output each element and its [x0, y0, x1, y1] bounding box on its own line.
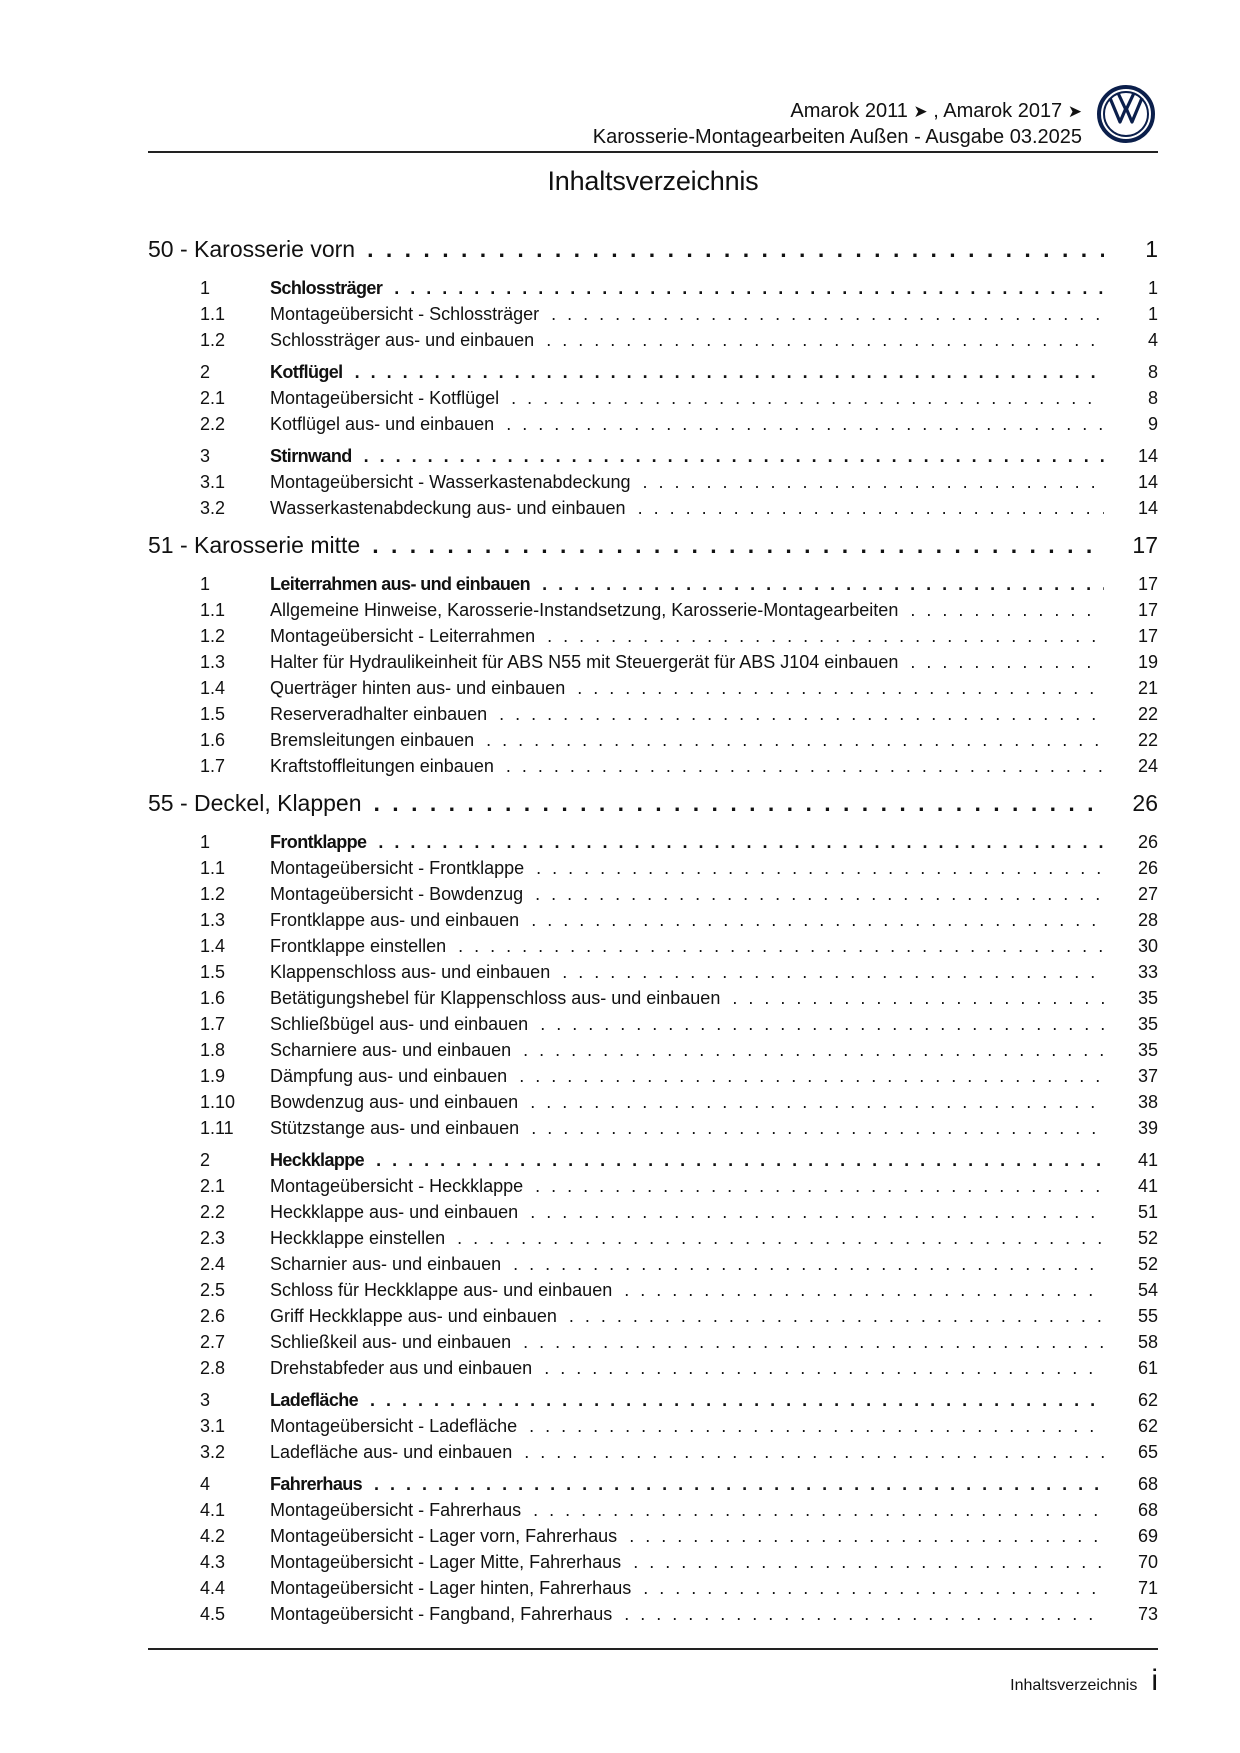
- section-title: Fahrerhaus: [270, 1474, 363, 1494]
- section-number: 3: [200, 1390, 211, 1410]
- toc-item[interactable]: [148, 1118, 1158, 1144]
- arrow-icon: ➤: [913, 102, 928, 121]
- item-number: 4.5: [200, 1604, 226, 1624]
- dot-leader: [551, 304, 1104, 325]
- item-number: 1.1: [200, 858, 226, 878]
- item-page: 52: [1137, 1228, 1158, 1248]
- header-model-2: , Amarok 2017: [933, 100, 1063, 122]
- item-number: 4.1: [200, 1500, 226, 1520]
- item-page: 30: [1137, 936, 1158, 956]
- dot-leader: [624, 1604, 1104, 1625]
- toc-item[interactable]: [148, 1578, 1158, 1604]
- item-number: 1.10: [200, 1092, 236, 1112]
- item-number: 1.3: [200, 910, 226, 930]
- item-title: Stützstange aus- und einbauen: [270, 1118, 520, 1138]
- dot-leader: [378, 832, 1104, 853]
- dot-leader: [523, 1040, 1104, 1061]
- section-title: Leiterrahmen aus- und einbauen: [270, 574, 531, 594]
- dot-leader: [506, 414, 1104, 435]
- section-page: 41: [1137, 1150, 1158, 1170]
- toc-chapter: [148, 790, 1158, 1630]
- item-title: Montageübersicht - Fahrerhaus: [270, 1500, 522, 1520]
- header-subtitle: Karosserie-Montagearbeiten Außen - Ausgabe 03.2025: [592, 126, 1082, 148]
- section-page: 68: [1137, 1474, 1158, 1494]
- toc-item[interactable]: [148, 1442, 1158, 1468]
- item-title: Montageübersicht - Schlossträger: [270, 304, 540, 324]
- dot-leader: [540, 1014, 1104, 1035]
- item-title: Reserveradhalter einbauen: [270, 704, 488, 724]
- section-number: 1: [200, 832, 211, 852]
- item-title: Allgemeine Hinweise, Karosserie-Instandsetzung, Karosserie-Montagearbeiten: [270, 600, 899, 620]
- toc-item[interactable]: [148, 330, 1158, 356]
- item-page: 19: [1137, 652, 1158, 672]
- item-page: 22: [1137, 704, 1158, 724]
- toc-item[interactable]: [148, 388, 1158, 414]
- item-number: 1.4: [200, 936, 226, 956]
- chapter-entry[interactable]: [148, 236, 1158, 276]
- header-models: [790, 100, 1082, 123]
- toc-item[interactable]: [148, 756, 1158, 782]
- toc-item[interactable]: [148, 1066, 1158, 1092]
- section-entry[interactable]: [148, 574, 1158, 600]
- page-title: Inhaltsverzeichnis: [547, 166, 759, 196]
- toc-item[interactable]: [148, 858, 1158, 884]
- dot-leader: [643, 1578, 1104, 1599]
- item-number: 2.7: [200, 1332, 226, 1352]
- dot-leader: [643, 472, 1104, 493]
- item-number: 2.2: [200, 1202, 226, 1222]
- footer-page-number: i: [1151, 1664, 1158, 1697]
- section-number: 2: [200, 362, 211, 382]
- item-title: Scharnier aus- und einbauen: [270, 1254, 502, 1274]
- item-page: 51: [1137, 1202, 1158, 1222]
- dot-leader: [533, 1500, 1104, 1521]
- item-page: 37: [1137, 1066, 1158, 1086]
- section-number: 3: [200, 446, 211, 466]
- toc-chapter: [148, 236, 1158, 524]
- table-of-contents: [148, 236, 1158, 1638]
- toc-section: [148, 574, 1158, 782]
- toc-item[interactable]: [148, 1228, 1158, 1254]
- toc-item[interactable]: [148, 1306, 1158, 1332]
- item-page: 62: [1137, 1416, 1158, 1436]
- toc-item[interactable]: [148, 730, 1158, 756]
- dot-leader: [544, 1358, 1104, 1379]
- section-entry[interactable]: [148, 446, 1158, 472]
- item-page: 28: [1137, 910, 1158, 930]
- item-page: 21: [1137, 678, 1158, 698]
- toc-item[interactable]: [148, 414, 1158, 440]
- dot-leader: [394, 278, 1104, 299]
- toc-item[interactable]: [148, 962, 1158, 988]
- toc-item[interactable]: [148, 910, 1158, 936]
- item-number: 2.1: [200, 1176, 226, 1196]
- section-page: 14: [1137, 446, 1158, 466]
- item-title: Montageübersicht - Kotflügel: [270, 388, 500, 408]
- dot-leader: [458, 936, 1104, 957]
- section-entry[interactable]: [148, 1150, 1158, 1176]
- toc-item[interactable]: [148, 498, 1158, 524]
- toc-item[interactable]: [148, 626, 1158, 652]
- dot-leader: [531, 1118, 1104, 1139]
- item-title: Montageübersicht - Lager vorn, Fahrerhaus: [270, 1526, 618, 1546]
- toc-item[interactable]: [148, 472, 1158, 498]
- item-page: 35: [1137, 1040, 1158, 1060]
- dot-leader: [624, 1280, 1104, 1301]
- item-page: 39: [1137, 1118, 1158, 1138]
- item-page: 70: [1137, 1552, 1158, 1572]
- section-title: Ladefläche: [270, 1390, 359, 1410]
- toc-item[interactable]: [148, 1500, 1158, 1526]
- item-title: Schlossträger aus- und einbauen: [270, 330, 535, 350]
- item-title: Griff Heckklappe aus- und einbauen: [270, 1306, 557, 1326]
- item-number: 1.11: [200, 1118, 234, 1138]
- item-title: Montageübersicht - Fangband, Fahrerhaus: [270, 1604, 613, 1624]
- dot-leader: [374, 790, 1104, 817]
- dot-leader: [523, 1332, 1104, 1353]
- item-number: 1.3: [200, 652, 226, 672]
- arrow-icon: ➤: [1067, 102, 1082, 121]
- section-entry[interactable]: [148, 278, 1158, 304]
- toc-section: [148, 832, 1158, 1144]
- dot-leader: [629, 1526, 1104, 1547]
- toc-item[interactable]: [148, 600, 1158, 626]
- dot-leader: [364, 446, 1104, 467]
- item-number: 2.8: [200, 1358, 226, 1378]
- item-title: Betätigungshebel für Klappenschloss aus- und einbauen: [270, 988, 721, 1008]
- toc-section: [148, 1390, 1158, 1468]
- item-title: Frontklappe einstellen: [270, 936, 447, 956]
- item-title: Montageübersicht - Heckklappe: [270, 1176, 524, 1196]
- header-rule: [148, 151, 1158, 153]
- dot-leader: [529, 1416, 1104, 1437]
- item-number: 1.2: [200, 626, 226, 646]
- item-number: 2.4: [200, 1254, 226, 1274]
- document-footer: [1010, 1664, 1158, 1698]
- toc-section: [148, 362, 1158, 440]
- toc-item[interactable]: [148, 1202, 1158, 1228]
- section-page: 1: [1147, 278, 1158, 298]
- item-page: 24: [1137, 756, 1158, 776]
- item-page: 58: [1137, 1332, 1158, 1352]
- item-number: 2.1: [200, 388, 226, 408]
- toc-item[interactable]: [148, 1176, 1158, 1202]
- chapter-page: 17: [1132, 532, 1158, 558]
- dot-leader: [376, 1150, 1104, 1171]
- item-number: 1.1: [200, 600, 226, 620]
- item-title: Ladefläche aus- und einbauen: [270, 1442, 513, 1462]
- item-title: Kraftstoffleitungen einbauen: [270, 756, 494, 776]
- section-entry[interactable]: [148, 362, 1158, 388]
- toc-item[interactable]: [148, 1014, 1158, 1040]
- dot-leader: [910, 600, 1104, 621]
- dot-leader: [372, 532, 1104, 559]
- toc-section: [148, 446, 1158, 524]
- item-number: 1.8: [200, 1040, 226, 1060]
- chapter-title: 51 - Karosserie mitte: [148, 532, 361, 558]
- item-page: 68: [1137, 1500, 1158, 1520]
- item-title: Kotflügel aus- und einbauen: [270, 414, 495, 434]
- item-title: Drehstabfeder aus und einbauen: [270, 1358, 533, 1378]
- dot-leader: [370, 1390, 1104, 1411]
- item-page: 41: [1137, 1176, 1158, 1196]
- chapter-entry[interactable]: [148, 790, 1158, 830]
- item-number: 3.2: [200, 1442, 226, 1462]
- toc-item[interactable]: [148, 1254, 1158, 1280]
- item-number: 4.4: [200, 1578, 226, 1598]
- dot-leader: [536, 858, 1104, 879]
- item-page: 27: [1137, 884, 1158, 904]
- chapter-page: 1: [1145, 236, 1158, 262]
- item-number: 4.3: [200, 1552, 226, 1572]
- toc-section: [148, 278, 1158, 356]
- item-page: 33: [1137, 962, 1158, 982]
- toc-item[interactable]: [148, 678, 1158, 704]
- toc-item[interactable]: [148, 1332, 1158, 1358]
- item-title: Scharniere aus- und einbauen: [270, 1040, 512, 1060]
- dot-leader: [569, 1306, 1104, 1327]
- section-title: Kotflügel: [270, 362, 343, 382]
- section-number: 4: [200, 1474, 211, 1494]
- item-title: Schloss für Heckklappe aus- und einbauen: [270, 1280, 613, 1300]
- item-page: 14: [1137, 472, 1158, 492]
- item-number: 1.5: [200, 704, 226, 724]
- footer-text: Inhaltsverzeichnis: [1010, 1677, 1138, 1694]
- item-page: 54: [1137, 1280, 1158, 1300]
- item-title: Schließkeil aus- und einbauen: [270, 1332, 512, 1352]
- item-title: Klappenschloss aus- und einbauen: [270, 962, 551, 982]
- toc-item[interactable]: [148, 884, 1158, 910]
- section-number: 1: [200, 278, 211, 298]
- dot-leader: [910, 652, 1104, 673]
- item-number: 4.2: [200, 1526, 226, 1546]
- item-number: 1.6: [200, 730, 226, 750]
- section-entry[interactable]: [148, 832, 1158, 858]
- dot-leader: [535, 884, 1104, 905]
- dot-leader: [542, 574, 1104, 595]
- toc-item[interactable]: [148, 988, 1158, 1014]
- chapter-page: 26: [1132, 790, 1158, 816]
- item-page: 71: [1137, 1578, 1158, 1598]
- dot-leader: [506, 756, 1104, 777]
- item-title: Dämpfung aus- und einbauen: [270, 1066, 508, 1086]
- dot-leader: [546, 330, 1104, 351]
- section-entry[interactable]: [148, 1474, 1158, 1500]
- toc-item[interactable]: [148, 1416, 1158, 1442]
- dot-leader: [499, 704, 1104, 725]
- item-page: 61: [1137, 1358, 1158, 1378]
- item-number: 1.4: [200, 678, 226, 698]
- footer-rule: [148, 1648, 1158, 1650]
- item-number: 1.7: [200, 1014, 226, 1034]
- item-title: Montageübersicht - Frontklappe: [270, 858, 525, 878]
- item-number: 1.1: [200, 304, 226, 324]
- toc-item[interactable]: [148, 704, 1158, 730]
- item-page: 55: [1137, 1306, 1158, 1326]
- dot-leader: [535, 1176, 1104, 1197]
- item-page: 69: [1137, 1526, 1158, 1546]
- dot-leader: [732, 988, 1104, 1009]
- item-title: Heckklappe aus- und einbauen: [270, 1202, 519, 1222]
- toc-item[interactable]: [148, 304, 1158, 330]
- toc-section: [148, 1474, 1158, 1630]
- dot-leader: [367, 236, 1104, 263]
- dot-leader: [530, 1092, 1104, 1113]
- section-title: Schlossträger: [270, 278, 383, 298]
- toc-item[interactable]: [148, 1552, 1158, 1578]
- item-page: 35: [1137, 988, 1158, 1008]
- item-page: 73: [1137, 1604, 1158, 1624]
- toc-item[interactable]: [148, 1604, 1158, 1630]
- dot-leader: [355, 362, 1104, 383]
- dot-leader: [519, 1066, 1104, 1087]
- item-number: 2.2: [200, 414, 226, 434]
- dot-leader: [457, 1228, 1104, 1249]
- item-page: 38: [1137, 1092, 1158, 1112]
- item-title: Montageübersicht - Ladefläche: [270, 1416, 518, 1436]
- item-number: 3.1: [200, 1416, 226, 1436]
- dot-leader: [577, 678, 1104, 699]
- item-page: 8: [1147, 388, 1158, 408]
- item-title: Heckklappe einstellen: [270, 1228, 446, 1248]
- toc-item[interactable]: [148, 652, 1158, 678]
- item-title: Halter für Hydraulikeinheit für ABS N55 mit Steuergerät für ABS J104 einbauen: [270, 652, 899, 672]
- item-number: 1.2: [200, 330, 226, 350]
- section-page: 26: [1137, 832, 1158, 852]
- toc-item[interactable]: [148, 936, 1158, 962]
- toc-chapter: [148, 532, 1158, 782]
- item-number: 3.1: [200, 472, 226, 492]
- dot-leader: [374, 1474, 1104, 1495]
- toc-section: [148, 1150, 1158, 1384]
- item-number: 2.3: [200, 1228, 226, 1248]
- toc-item[interactable]: [148, 1280, 1158, 1306]
- dot-leader: [530, 1202, 1104, 1223]
- item-number: 1.6: [200, 988, 226, 1008]
- dot-leader: [633, 1552, 1104, 1573]
- item-title: Querträger hinten aus- und einbauen: [270, 678, 566, 698]
- dot-leader: [513, 1254, 1104, 1275]
- item-number: 2.6: [200, 1306, 226, 1326]
- item-title: Montageübersicht - Lager hinten, Fahrerhaus: [270, 1578, 632, 1598]
- item-title: Montageübersicht - Lager Mitte, Fahrerhaus: [270, 1552, 622, 1572]
- item-page: 35: [1137, 1014, 1158, 1034]
- item-page: 52: [1137, 1254, 1158, 1274]
- dot-leader: [524, 1442, 1104, 1463]
- item-title: Bremsleitungen einbauen: [270, 730, 475, 750]
- item-number: 3.2: [200, 498, 226, 518]
- item-page: 1: [1147, 304, 1158, 324]
- item-number: 1.9: [200, 1066, 226, 1086]
- item-page: 65: [1137, 1442, 1158, 1462]
- chapter-entry[interactable]: [148, 532, 1158, 572]
- item-page: 14: [1137, 498, 1158, 518]
- toc-item[interactable]: [148, 1358, 1158, 1384]
- chapter-title: 55 - Deckel, Klappen: [148, 790, 362, 816]
- dot-leader: [486, 730, 1104, 751]
- dot-leader: [638, 498, 1104, 519]
- item-page: 4: [1147, 330, 1158, 350]
- item-title: Montageübersicht - Bowdenzug: [270, 884, 524, 904]
- dot-leader: [511, 388, 1104, 409]
- section-entry[interactable]: [148, 1390, 1158, 1416]
- item-page: 9: [1147, 414, 1158, 434]
- dot-leader: [562, 962, 1104, 983]
- section-title: Heckklappe: [270, 1150, 365, 1170]
- dot-leader: [547, 626, 1104, 647]
- item-page: 17: [1137, 600, 1158, 620]
- item-title: Bowdenzug aus- und einbauen: [270, 1092, 519, 1112]
- toc-item[interactable]: [148, 1526, 1158, 1552]
- document-header: [148, 96, 1082, 152]
- item-title: Wasserkastenabdeckung aus- und einbauen: [270, 498, 626, 518]
- section-page: 8: [1147, 362, 1158, 382]
- item-number: 1.7: [200, 756, 226, 776]
- item-page: 17: [1137, 626, 1158, 646]
- item-title: Frontklappe aus- und einbauen: [270, 910, 520, 930]
- item-title: Montageübersicht - Wasserkastenabdeckung: [270, 472, 631, 492]
- section-title: Stirnwand: [270, 446, 352, 466]
- section-title: Frontklappe: [270, 832, 367, 852]
- item-number: 1.2: [200, 884, 226, 904]
- item-page: 22: [1137, 730, 1158, 750]
- item-title: Schließbügel aus- und einbauen: [270, 1014, 529, 1034]
- section-number: 2: [200, 1150, 211, 1170]
- dot-leader: [531, 910, 1104, 931]
- section-number: 1: [200, 574, 211, 594]
- item-title: Montageübersicht - Leiterrahmen: [270, 626, 536, 646]
- toc-item[interactable]: [148, 1092, 1158, 1118]
- item-number: 2.5: [200, 1280, 226, 1300]
- chapter-title: 50 - Karosserie vorn: [148, 236, 356, 262]
- header-model-1: Amarok 2011: [790, 100, 908, 122]
- item-page: 26: [1137, 858, 1158, 878]
- item-number: 1.5: [200, 962, 226, 982]
- toc-item[interactable]: [148, 1040, 1158, 1066]
- section-page: 62: [1137, 1390, 1158, 1410]
- vw-logo-icon: [1096, 84, 1156, 144]
- section-page: 17: [1137, 574, 1158, 594]
